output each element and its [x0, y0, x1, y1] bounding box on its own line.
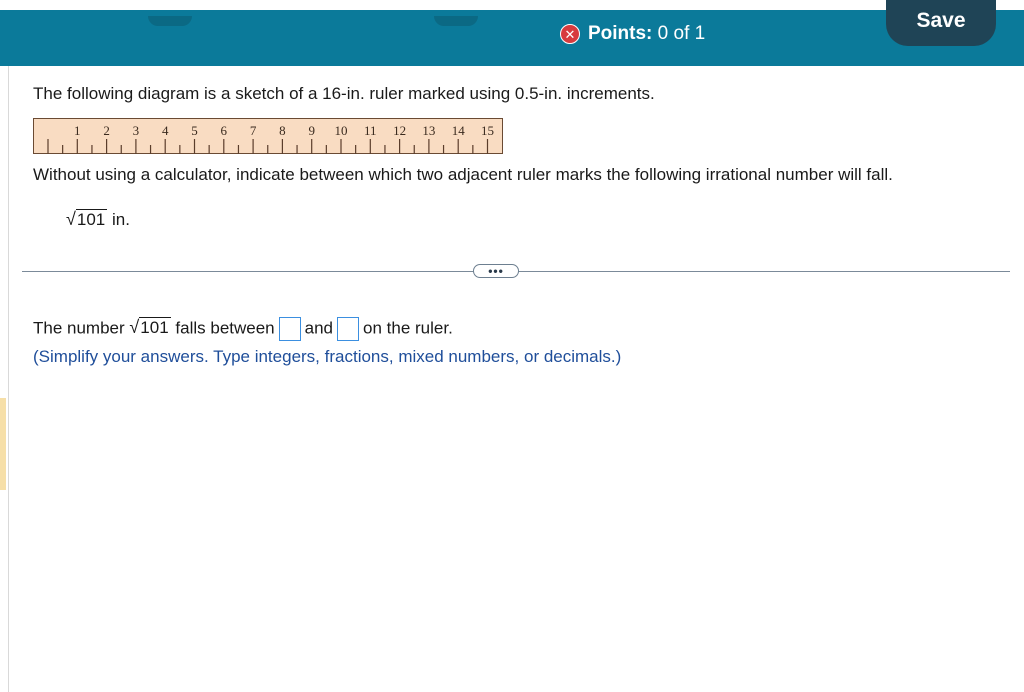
- ruler-number: 15: [481, 123, 494, 138]
- ruler-number: 2: [103, 123, 110, 138]
- left-border: [8, 66, 9, 692]
- points-label: Points:: [588, 23, 653, 44]
- ruler-svg: [34, 119, 504, 155]
- incorrect-icon: ✕: [560, 24, 580, 44]
- question-instruction: Without using a calculator, indicate between which two adjacent ruler marks the following irrational number will fall.: [33, 165, 893, 184]
- ruler-number: 14: [451, 123, 465, 138]
- ruler-number: 12: [393, 123, 407, 138]
- radicand: 101: [76, 210, 106, 229]
- ruler-number: 3: [132, 123, 140, 138]
- ruler-number: 4: [161, 123, 169, 138]
- ruler-number: 5: [191, 123, 198, 138]
- more-options-button[interactable]: •••: [473, 264, 519, 278]
- top-bar: [0, 10, 1024, 66]
- ruler-number: 1: [74, 123, 81, 138]
- ruler-number: 8: [279, 123, 286, 138]
- question-intro: The following diagram is a sketch of a 16-in. ruler marked using 0.5-in. increments.: [33, 84, 655, 103]
- points-indicator: [560, 23, 705, 45]
- ruler-number: 10: [334, 123, 348, 138]
- unit-label: in.: [112, 210, 130, 229]
- ruler-number: 6: [220, 123, 228, 138]
- tab-handle[interactable]: [148, 16, 192, 26]
- radical-expression: [66, 209, 130, 230]
- answer-radicand: 101: [140, 318, 169, 338]
- square-root: [129, 317, 170, 336]
- radical-sign-icon: √: [129, 317, 140, 338]
- ruler-number: 13: [422, 123, 436, 138]
- answer-suffix: on the ruler.: [363, 318, 453, 338]
- tab-handle[interactable]: [434, 16, 478, 26]
- ruler-number: 9: [308, 123, 315, 138]
- answer-input-second[interactable]: [337, 317, 359, 341]
- square-root: [66, 209, 107, 228]
- points-value: 0 of 1: [657, 23, 706, 44]
- left-side-marker: [0, 398, 6, 490]
- radical-sign-icon: √: [66, 209, 76, 229]
- answer-hint: (Simplify your answers. Type integers, fractions, mixed numbers, or decimals.): [33, 347, 622, 366]
- falls-between-text: falls between: [175, 318, 275, 338]
- save-button[interactable]: Save: [886, 0, 996, 46]
- ruler-diagram: [33, 118, 503, 154]
- and-text: and: [304, 318, 334, 338]
- answer-prefix: The number: [33, 318, 125, 338]
- ruler-number: 11: [364, 123, 377, 138]
- answer-line: [33, 317, 453, 341]
- answer-input-first[interactable]: [279, 317, 301, 341]
- ruler-number: 7: [249, 123, 257, 138]
